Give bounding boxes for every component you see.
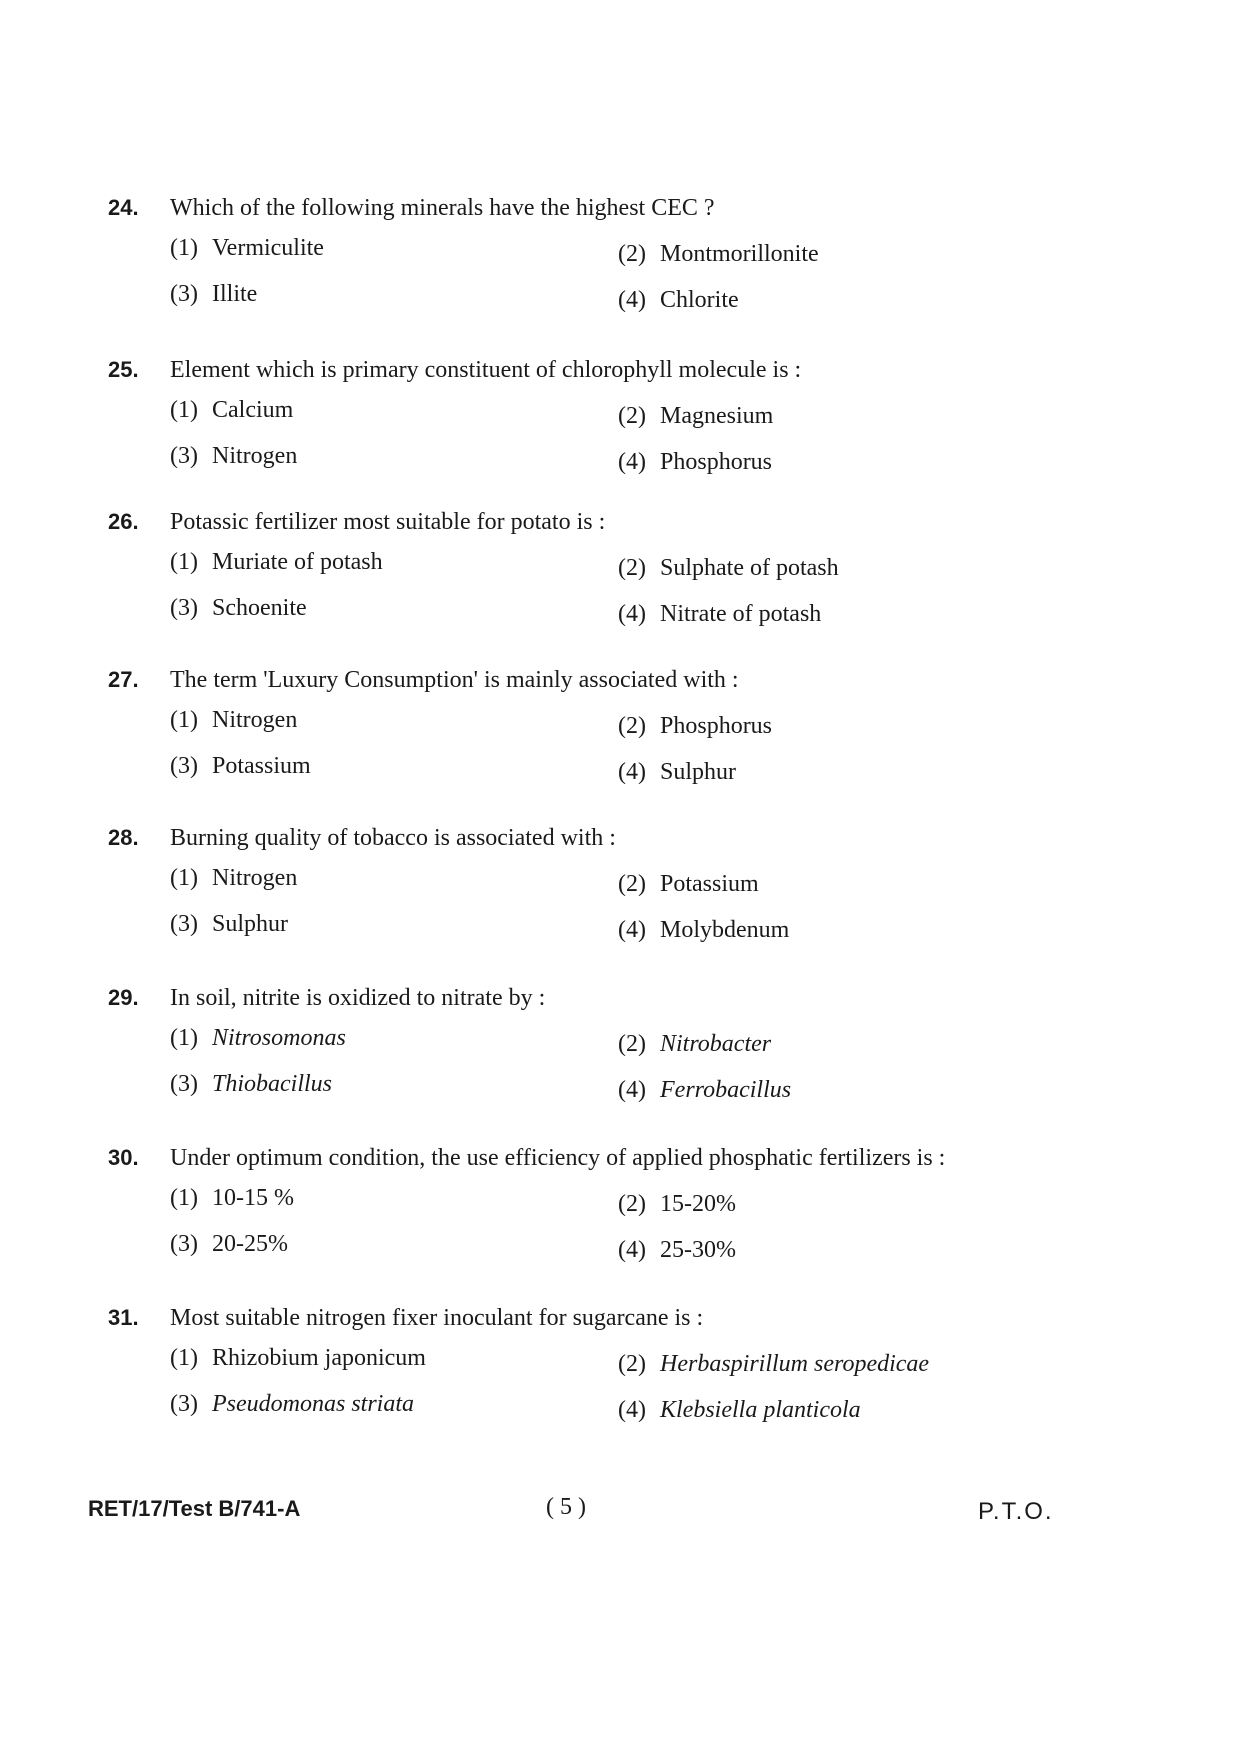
question-text: The term 'Luxury Consumption' is mainly associated with : xyxy=(170,667,739,693)
option-4: (4) Molybdenum xyxy=(618,917,790,943)
question-number: 28. xyxy=(108,825,139,850)
question-27 xyxy=(108,664,1088,796)
question-text: In soil, nitrite is oxidized to nitrate by : xyxy=(170,985,546,1011)
test-code: RET/17/Test B/741-A xyxy=(88,1496,301,1521)
option-4: (4) 25-30% xyxy=(618,1237,736,1263)
question-25 xyxy=(108,354,1088,486)
question-text: Under optimum condition, the use efficiency of applied phosphatic fertilizers is : xyxy=(170,1145,946,1171)
question-number: 29. xyxy=(108,985,139,1010)
option-4: (4) Sulphur xyxy=(618,759,737,785)
option-4: (4) Chlorite xyxy=(618,287,739,313)
option-3: (3) Illite xyxy=(170,281,258,307)
question-text: Most suitable nitrogen fixer inoculant for sugarcane is : xyxy=(170,1305,704,1331)
question-number: 30. xyxy=(108,1145,139,1170)
question-text: Potassic fertilizer most suitable for potato is : xyxy=(170,509,606,535)
option-4: (4) Ferrobacillus xyxy=(618,1077,792,1103)
option-3: (3) 20-25% xyxy=(170,1231,288,1257)
page-number: ( 5 ) xyxy=(546,1494,586,1520)
option-4: (4) Nitrate of potash xyxy=(618,601,822,627)
option-2: (2) Potassium xyxy=(618,871,759,897)
option-2: (2) Phosphorus xyxy=(618,713,773,739)
option-1: (1) Nitrogen xyxy=(170,865,298,891)
question-text: Which of the following minerals have the highest CEC ? xyxy=(170,195,715,221)
question-number: 25. xyxy=(108,357,139,382)
option-1: (1) Rhizobium japonicum xyxy=(170,1345,426,1371)
option-3: (3) Pseudomonas striata xyxy=(170,1391,415,1417)
question-28 xyxy=(108,822,1088,954)
question-number: 27. xyxy=(108,667,139,692)
question-text: Element which is primary constituent of chlorophyll molecule is : xyxy=(170,357,802,383)
option-3: (3) Nitrogen xyxy=(170,443,298,469)
question-29 xyxy=(108,982,1088,1114)
option-4: (4) Phosphorus xyxy=(618,449,773,475)
pto-label: P.T.O. xyxy=(978,1498,1054,1525)
option-1: (1) Nitrosomonas xyxy=(170,1025,346,1051)
option-1: (1) Nitrogen xyxy=(170,707,298,733)
option-3: (3) Schoenite xyxy=(170,595,307,621)
option-2: (2) Magnesium xyxy=(618,403,774,429)
question-number: 24. xyxy=(108,195,139,220)
option-1: (1) Muriate of potash xyxy=(170,549,383,575)
option-3: (3) Potassium xyxy=(170,753,311,779)
option-1: (1) 10-15 % xyxy=(170,1185,294,1211)
option-2: (2) Nitrobacter xyxy=(618,1031,772,1057)
question-31 xyxy=(108,1302,1088,1434)
option-3: (3) Thiobacillus xyxy=(170,1071,333,1097)
option-1: (1) Vermiculite xyxy=(170,235,324,261)
option-2: (2) 15-20% xyxy=(618,1191,736,1217)
option-4: (4) Klebsiella planticola xyxy=(618,1397,861,1423)
option-2: (2) Herbaspirillum seropedicae xyxy=(618,1351,930,1377)
option-3: (3) Sulphur xyxy=(170,911,289,937)
question-number: 31. xyxy=(108,1305,139,1330)
question-24 xyxy=(108,192,1088,324)
option-2: (2) Montmorillonite xyxy=(618,241,819,267)
question-number: 26. xyxy=(108,509,139,534)
option-2: (2) Sulphate of potash xyxy=(618,555,839,581)
question-30 xyxy=(108,1142,1088,1274)
question-text: Burning quality of tobacco is associated with : xyxy=(170,825,616,851)
option-1: (1) Calcium xyxy=(170,397,294,423)
question-26 xyxy=(108,506,1088,638)
